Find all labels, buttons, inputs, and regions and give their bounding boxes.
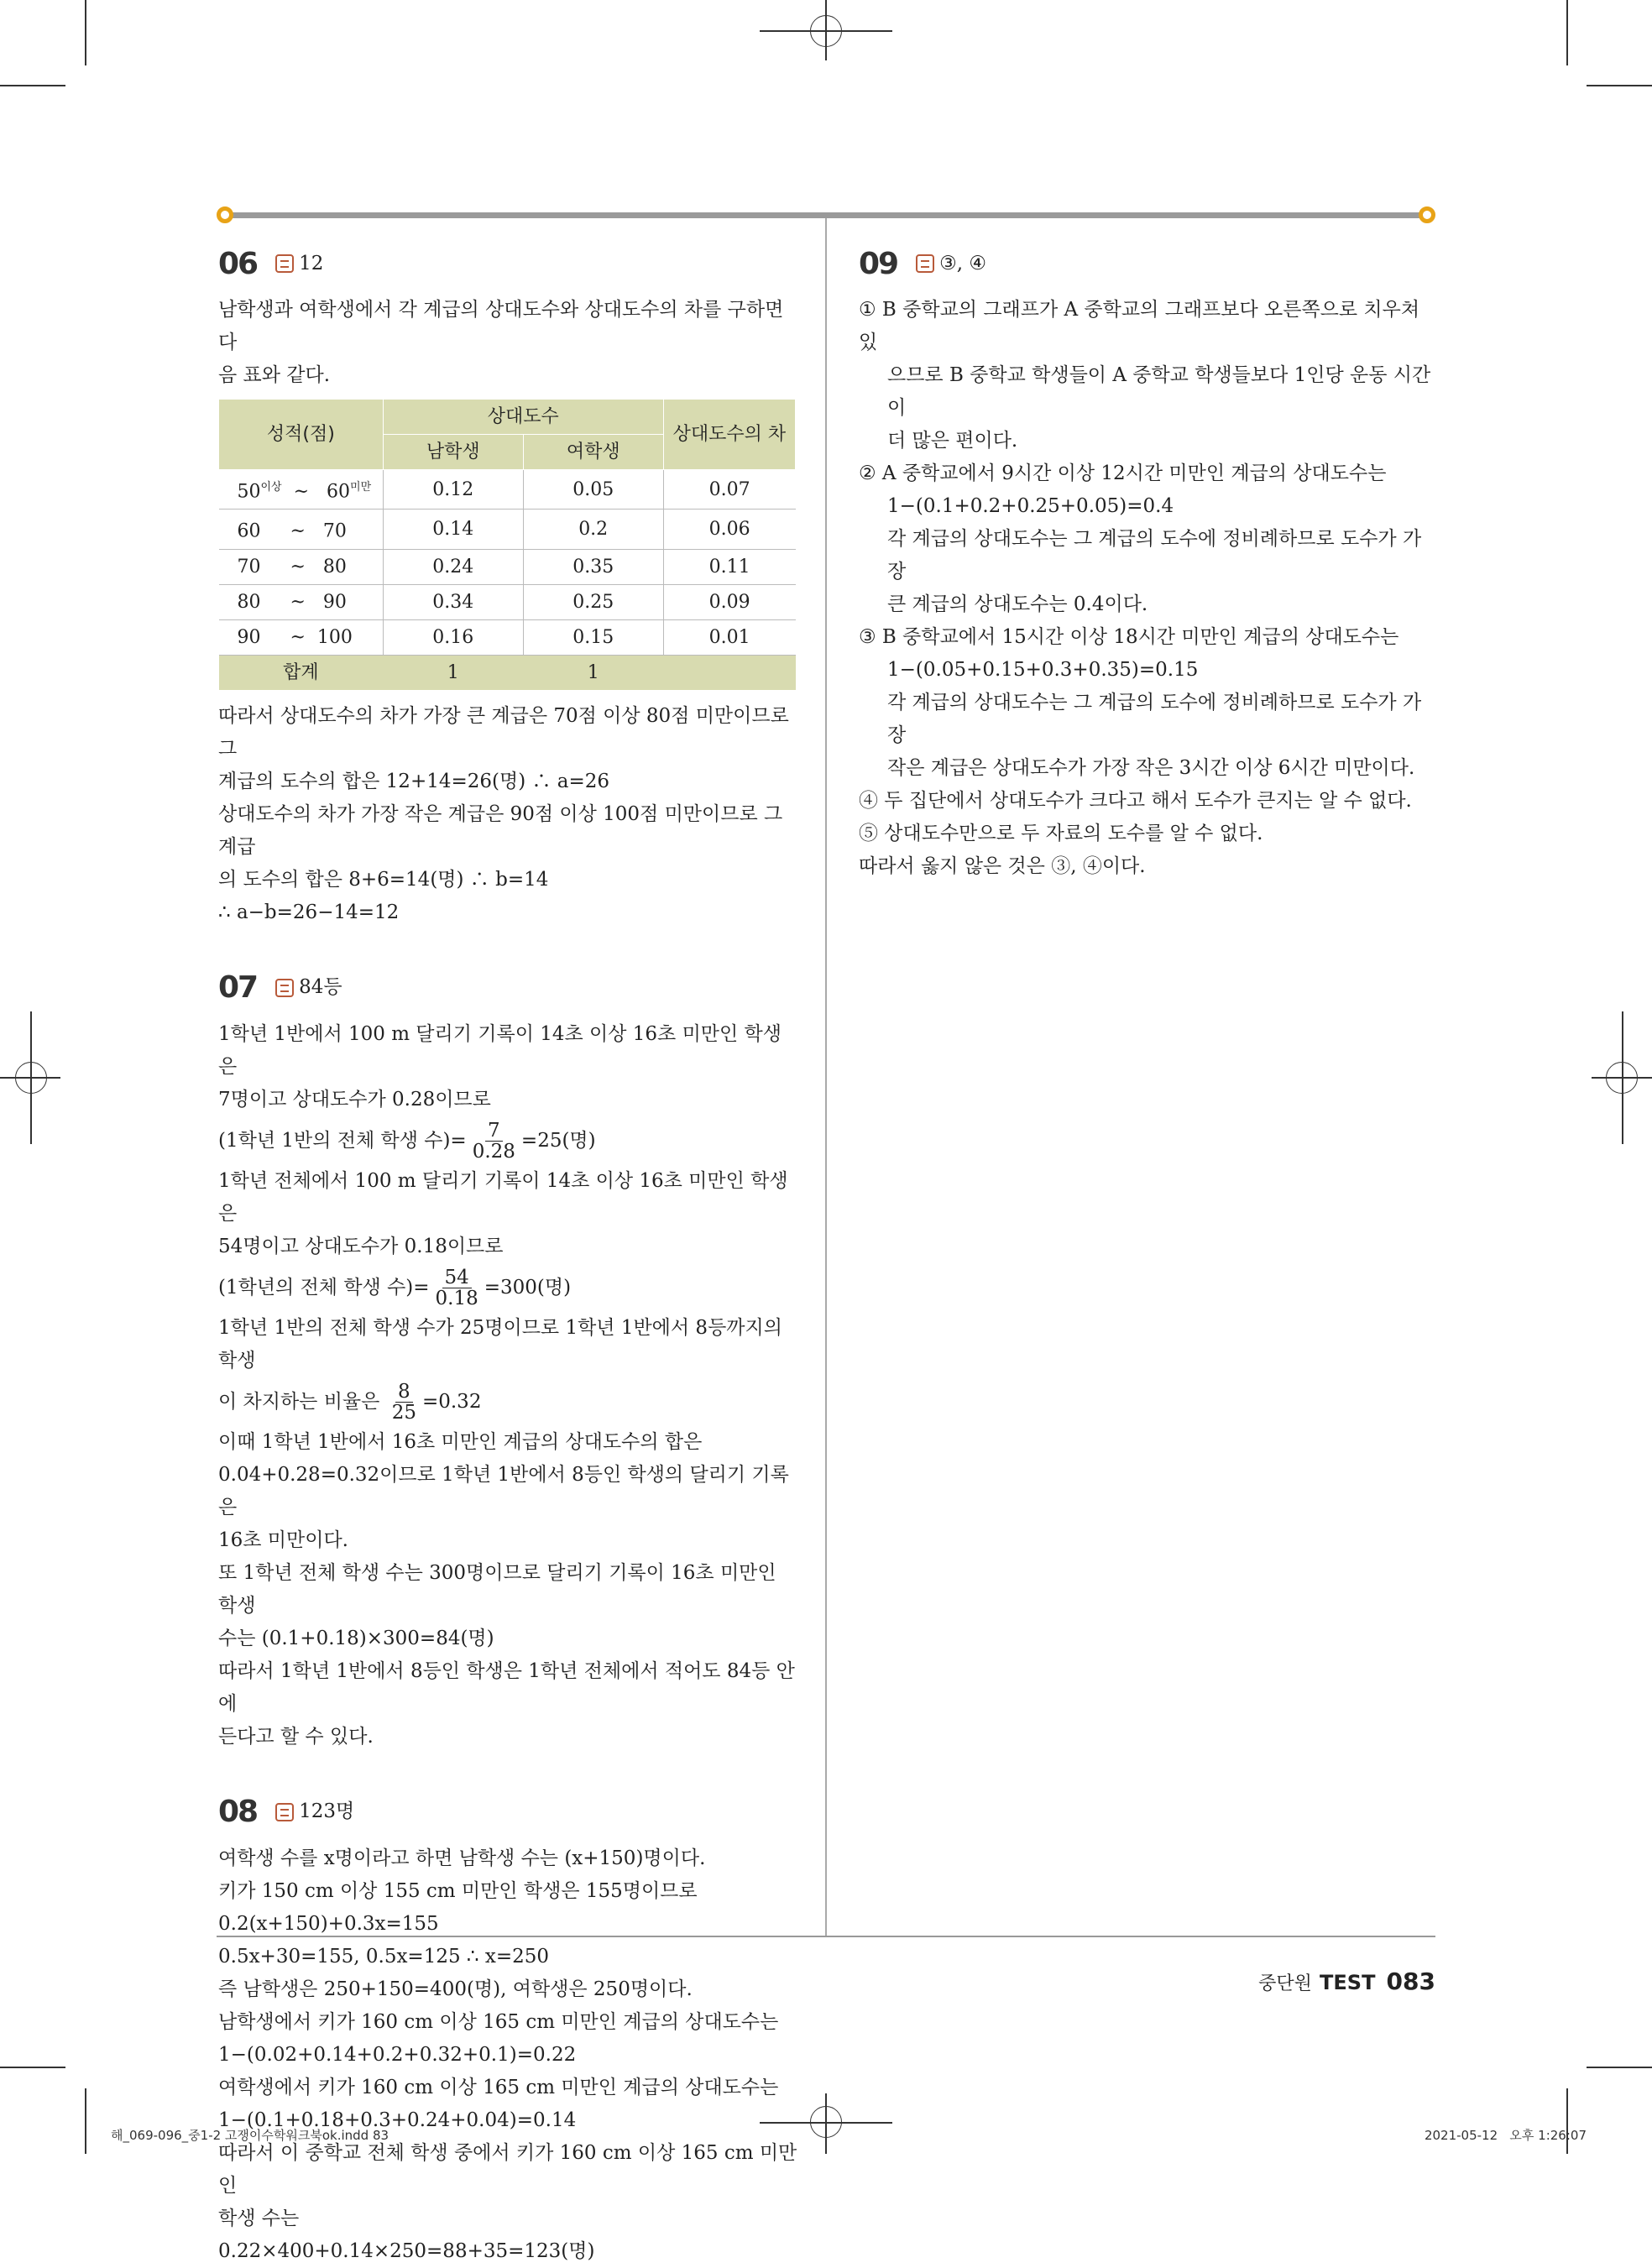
choice-line: 더 많은 편이다. [887, 430, 1018, 452]
body-line: 1학년 전체에서 100 m 달리기 기록이 14초 이상 16초 미만인 학생은 [218, 1169, 788, 1225]
top-rule-left-dot [217, 206, 233, 223]
right-column [859, 245, 1438, 883]
body-line: 이때 1학년 1반에서 16초 미만인 계급의 상대도수의 합은 [218, 1430, 703, 1453]
body-line: 여학생에서 키가 160 cm 이상 165 cm 미만인 계급의 상대도수는 [218, 2076, 779, 2098]
choice-line: 1−(0.1+0.2+0.25+0.05)=0.4 [887, 495, 1174, 517]
answer-value: 84등 [299, 976, 342, 999]
question-07 [218, 969, 797, 1753]
question-06 [218, 245, 797, 929]
table-row: 70 ~ 80 0.24 0.35 0.11 [219, 549, 796, 584]
body-line: 키가 150 cm 이상 155 cm 미만인 학생은 155명이므로 [218, 1879, 698, 1902]
top-rule-right-dot [1419, 206, 1435, 223]
answer-icon [275, 1803, 294, 1821]
choice-line: 각 계급의 상대도수는 그 계급의 도수에 정비례하므로 도수가 가장 [887, 692, 1422, 746]
header-relative-frequency: 상대도수 [383, 400, 663, 435]
body-line: 수는 (0.1+0.18)×300=84(명) [218, 1627, 494, 1649]
body-line: 남학생에서 키가 160 cm 이상 165 cm 미만인 계급의 상대도수는 [218, 2010, 779, 2033]
conclusion-line: 따라서 옳지 않은 것은 ③, ④이다. [859, 855, 1146, 877]
crop-mark [1566, 2088, 1568, 2154]
body-line: 7명이고 상대도수가 0.28이므로 [218, 1088, 491, 1110]
print-slug-file: 해_069-096_중1-2 고쟁이수학워크북ok.indd 83 [111, 2128, 389, 2143]
body-line: 학생 수는 [218, 2207, 300, 2229]
choice-line: ⑤ 상대도수만으로 두 자료의 도수를 알 수 없다. [859, 823, 1263, 844]
question-number: 08 [218, 1795, 258, 1830]
left-column [218, 245, 797, 2268]
crop-mark [1587, 2067, 1652, 2068]
body-line: 0.5x+30=155, 0.5x=125 ∴ x=250 [218, 1945, 549, 1968]
body-line: 든다고 할 수 있다. [218, 1725, 374, 1748]
relative-frequency-table [218, 399, 796, 690]
fraction-line: (1학년 1반의 전체 학생 수)= $\frac{7}{0.28}$ =25(명) [218, 1120, 596, 1163]
body-line: 계급의 도수의 합은 12+14=26(명) ∴ a=26 [218, 770, 610, 792]
intro-line: 남학생과 여학생에서 각 계급의 상대도수와 상대도수의 차를 구하면 다 [218, 299, 784, 353]
answer-icon [916, 254, 934, 273]
choice-line: ④ 두 집단에서 상대도수가 크다고 해서 도수가 큰지는 알 수 없다. [859, 790, 1412, 812]
question-08 [218, 1794, 797, 2268]
body-line: 1학년 1반에서 100 m 달리기 기록이 14초 이상 16초 미만인 학생은 [218, 1022, 782, 1078]
header-boys: 남학생 [383, 435, 523, 470]
question-number: 09 [859, 246, 898, 281]
fraction-line: 이 차지하는 비율은 $\frac{8}{25}$ =0.32 [218, 1381, 482, 1424]
header-score: 성적(점) [219, 400, 384, 470]
page-footer [1242, 1968, 1435, 1995]
choice-line: ③ B 중학교에서 15시간 이상 18시간 미만인 계급의 상대도수는 [859, 626, 1399, 648]
column-divider [825, 218, 827, 1936]
body-line: 따라서 이 중학교 전체 학생 중에서 키가 160 cm 이상 165 cm 미만인 [218, 2141, 797, 2197]
crop-mark [0, 85, 65, 86]
choice-line: 각 계급의 상대도수는 그 계급의 도수에 정비례하므로 도수가 가장 [887, 528, 1422, 583]
body-line: 1−(0.1+0.18+0.3+0.24+0.04)=0.14 [218, 2109, 577, 2131]
body-line: 따라서 상대도수의 차가 가장 큰 계급은 70점 이상 80점 미만이므로 그 [218, 704, 789, 760]
answer-value: 123명 [299, 1800, 355, 1823]
top-rule [225, 212, 1427, 218]
choice-line: ① B 중학교의 그래프가 A 중학교의 그래프보다 오른쪽으로 치우쳐 있 [859, 299, 1420, 353]
body-line: 1−(0.02+0.14+0.2+0.32+0.1)=0.22 [218, 2043, 577, 2066]
test-label: TEST [1320, 1971, 1376, 1994]
body-line: 즉 남학생은 250+150=400(명), 여학생은 250명이다. [218, 1978, 693, 2000]
answer-icon [275, 979, 294, 997]
print-slug-date: 2021-05-12 오후 1:26:07 [1424, 2128, 1587, 2143]
question-number: 07 [218, 970, 258, 1006]
crop-mark [1587, 85, 1652, 86]
body-line: 의 도수의 합은 8+6=14(명) ∴ b=14 [218, 868, 549, 891]
table-total-row: 합계 1 1 [219, 655, 796, 690]
choice-line: 작은 계급은 상대도수가 가장 작은 3시간 이상 6시간 미만이다. [887, 757, 1415, 779]
fraction-line: (1학년의 전체 학생 수)= $\frac{54}{0.18}$ =300(명) [218, 1267, 572, 1310]
body-line: 0.2(x+150)+0.3x=155 [218, 1912, 439, 1935]
choice-line: 1−(0.05+0.15+0.3+0.35)=0.15 [887, 659, 1199, 681]
crop-mark [85, 0, 86, 65]
body-line: 상대도수의 차가 가장 작은 계급은 90점 이상 100점 미만이므로 그 계급 [218, 802, 783, 858]
header-girls: 여학생 [523, 435, 663, 470]
crop-mark [1566, 0, 1568, 65]
table-row: $50^{이상}$ ~ $60^{미만}$ 0.12 0.05 0.07 [219, 470, 796, 510]
crop-mark [85, 2088, 86, 2154]
question-number: 06 [218, 246, 258, 281]
choice-line: 으므로 B 중학교 학생들이 A 중학교 학생들보다 1인당 운동 시간이 [887, 364, 1431, 419]
crop-mark [0, 2067, 65, 2068]
section-label: 중단원 [1258, 1973, 1312, 1994]
body-line: ∴ a−b=26−14=12 [218, 901, 400, 923]
table-row: 90 ~ 100 0.16 0.15 0.01 [219, 619, 796, 655]
question-09 [859, 245, 1438, 883]
body-line: 16초 미만이다. [218, 1529, 348, 1551]
header-difference: 상대도수의 차 [663, 400, 795, 470]
table-row: 60 ~ 70 0.14 0.2 0.06 [219, 510, 796, 549]
body-line: 또 1학년 전체 학생 수는 300명이므로 달리기 기록이 16초 미만인 학생 [218, 1561, 776, 1617]
body-line: 따라서 1학년 1반에서 8등인 학생은 1학년 전체에서 적어도 84등 안에 [218, 1659, 795, 1715]
body-line: 여학생 수를 x명이라고 하면 남학생 수는 (x+150)명이다. [218, 1847, 706, 1869]
intro-line: 음 표와 같다. [218, 364, 331, 386]
answer-value: 12 [299, 252, 324, 274]
page-number: 083 [1386, 1968, 1435, 1995]
body-line: 0.04+0.28=0.32이므로 1학년 1반에서 8등인 학생의 달리기 기록은 [218, 1463, 789, 1518]
body-line: 54명이고 상대도수가 0.18이므로 [218, 1235, 504, 1257]
answer-icon [275, 254, 294, 273]
answer-value: ③, ④ [939, 252, 986, 274]
table-row: 80 ~ 90 0.34 0.25 0.09 [219, 584, 796, 619]
choice-line: ② A 중학교에서 9시간 이상 12시간 미만인 계급의 상대도수는 [859, 462, 1387, 484]
body-line: 1학년 1반의 전체 학생 수가 25명이므로 1학년 1반에서 8등까지의 학생 [218, 1316, 782, 1372]
choice-line: 큰 계급의 상대도수는 0.4이다. [887, 593, 1148, 615]
body-line: 0.22×400+0.14×250=88+35=123(명) [218, 2239, 595, 2262]
